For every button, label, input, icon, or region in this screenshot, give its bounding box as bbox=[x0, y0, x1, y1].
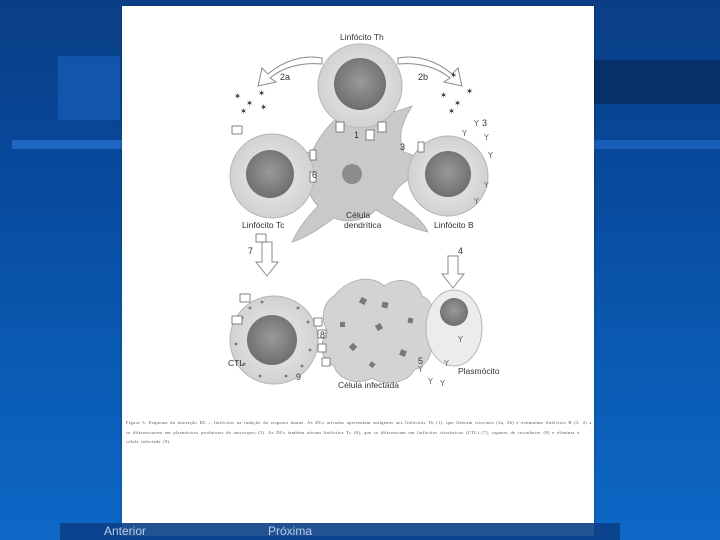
svg-text:✶: ✶ bbox=[448, 106, 456, 116]
step-5: 5 bbox=[418, 356, 424, 366]
label-plasmocito: Plasmócito bbox=[458, 366, 500, 376]
svg-text:Y: Y bbox=[444, 359, 449, 368]
svg-text:Y: Y bbox=[458, 335, 463, 344]
dendritic-cell-nucleus bbox=[342, 164, 362, 184]
svg-text:Y: Y bbox=[474, 197, 479, 206]
next-link[interactable]: Próxima bbox=[268, 524, 313, 538]
cytokines-right bbox=[440, 70, 473, 116]
svg-text:✶: ✶ bbox=[234, 91, 242, 101]
label-linfocito-b: Linfócito B bbox=[434, 220, 474, 230]
label-celula-infectada: Célula infectada bbox=[338, 380, 399, 390]
svg-text:✶: ✶ bbox=[260, 102, 268, 112]
cytokines-left bbox=[234, 88, 267, 116]
svg-text:Y: Y bbox=[428, 377, 433, 386]
svg-text:Y: Y bbox=[418, 365, 423, 374]
step-6: 6 bbox=[312, 170, 318, 180]
svg-text:✶: ✶ bbox=[258, 88, 266, 98]
plasmocyte-nucleus bbox=[440, 298, 468, 326]
svg-text:Y: Y bbox=[484, 133, 489, 142]
svg-text:Y: Y bbox=[462, 129, 467, 138]
background-decoration-dark-band bbox=[594, 60, 720, 104]
label-ctl: CTL bbox=[228, 358, 245, 368]
step-7: 7 bbox=[248, 246, 254, 256]
svg-text:✶: ✶ bbox=[454, 98, 462, 108]
figure-caption: Figura 5. Esquema da interação DC – linfócitos na indução da resposta imune. As DCs ativadas apresentam antígenos aos linfócitos Th (1), que liberam citocinas (2a, 2b) e estimulam linfócitos B (3, 4) a se diferenciarem em plasmócitos produtores de anticorpos (5). As DCs também ativam linfócitos Tc (6), que se diferenciam em linfócitos citotóxicos (CTL) (7), capazes de reconhecer (8) e eliminar a célula infectada (9). bbox=[126, 420, 592, 444]
b-nucleus bbox=[425, 151, 471, 197]
svg-text:Y: Y bbox=[488, 151, 493, 160]
svg-text:Y: Y bbox=[440, 379, 445, 388]
step-4: 4 bbox=[458, 246, 464, 256]
label-linfocito-tc: Linfócito Tc bbox=[242, 220, 285, 230]
slide-document bbox=[122, 6, 594, 536]
svg-text:Y: Y bbox=[474, 119, 479, 128]
immune-response-diagram bbox=[122, 6, 594, 406]
th-nucleus bbox=[334, 58, 386, 110]
background-decoration-square bbox=[58, 56, 120, 120]
step-3a: 3 bbox=[482, 118, 488, 128]
step-8: 8 bbox=[320, 330, 326, 340]
svg-text:✶: ✶ bbox=[450, 70, 458, 80]
label-celula-dendritica-1: Célula bbox=[346, 210, 371, 220]
background-decoration-bar bbox=[12, 140, 122, 149]
label-celula-dendritica-2: dendrítica bbox=[344, 220, 382, 230]
svg-text:✶: ✶ bbox=[440, 90, 448, 100]
svg-text:✶: ✶ bbox=[240, 106, 248, 116]
arrow-step-4 bbox=[442, 256, 464, 288]
step-3b: 3 bbox=[400, 142, 406, 152]
svg-text:✶: ✶ bbox=[466, 86, 474, 96]
tc-nucleus bbox=[246, 150, 294, 198]
ctl-nucleus bbox=[247, 315, 297, 365]
label-linfocito-th: Linfócito Th bbox=[340, 32, 384, 42]
svg-text:Y: Y bbox=[484, 181, 489, 190]
step-2a: 2a bbox=[280, 72, 291, 82]
step-2b: 2b bbox=[418, 72, 429, 82]
step-1: 1 bbox=[354, 130, 360, 140]
arrow-step-7 bbox=[256, 242, 278, 276]
previous-link[interactable]: Anterior bbox=[104, 524, 147, 538]
svg-text:✶: ✶ bbox=[246, 98, 254, 108]
background-decoration-bar-right bbox=[594, 140, 720, 149]
step-9: 9 bbox=[296, 372, 302, 382]
